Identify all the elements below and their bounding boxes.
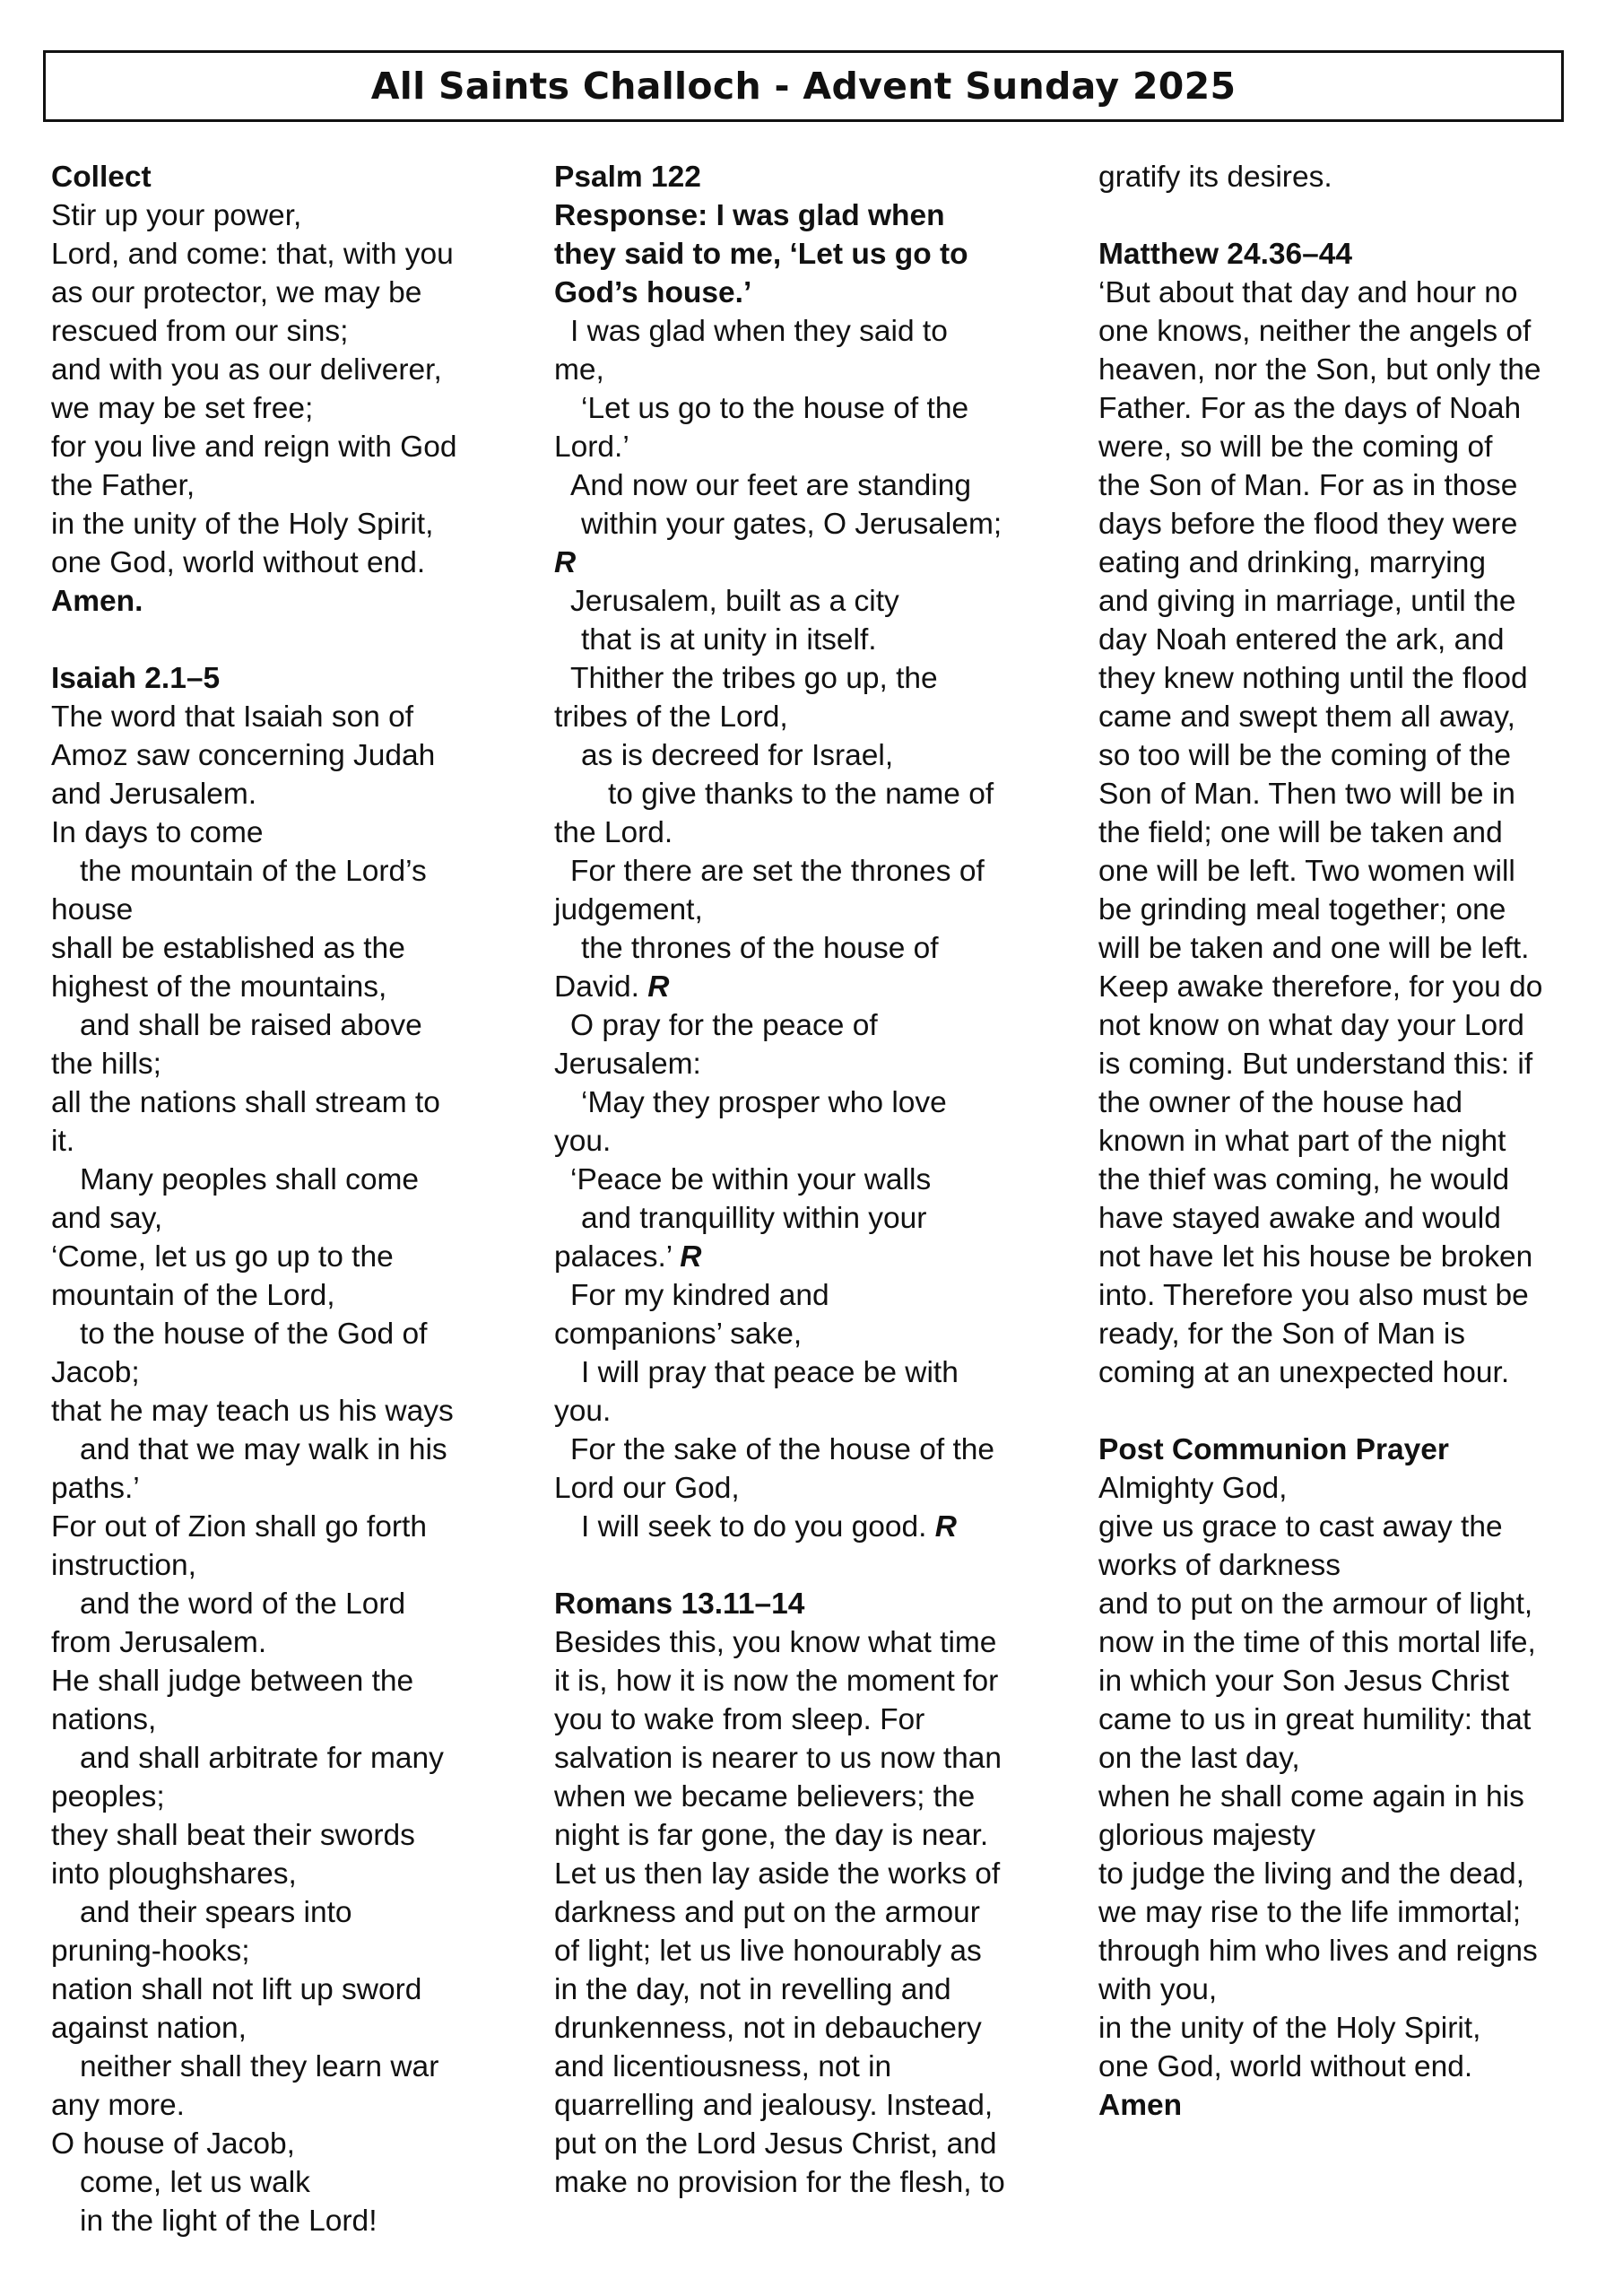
collect-line: the Father, bbox=[51, 469, 195, 502]
collect-line: for you live and reign with God bbox=[51, 430, 457, 464]
matthew-line: known in what part of the night bbox=[1098, 1125, 1506, 1158]
psalm-line: to give thanks to the name of bbox=[608, 778, 994, 811]
psalm-line: you. bbox=[554, 1395, 612, 1428]
isaiah-line: nations, bbox=[51, 1703, 157, 1736]
isaiah-line: pruning-hooks; bbox=[51, 1935, 250, 1968]
isaiah-line: ‘Come, let us go up to the bbox=[51, 1240, 394, 1274]
collect-line: we may be set free; bbox=[51, 392, 314, 425]
matthew-line: not know on what day your Lord bbox=[1098, 1009, 1524, 1042]
isaiah-line: against nation, bbox=[51, 2012, 247, 2045]
matthew-line: not have let his house be broken bbox=[1098, 1240, 1533, 1274]
post-communion-line: on the last day, bbox=[1098, 1742, 1300, 1775]
psalm-line: judgement, bbox=[554, 893, 703, 926]
matthew-line: is coming. But understand this: if bbox=[1098, 1048, 1533, 1081]
psalm-line: Jerusalem: bbox=[554, 1048, 701, 1081]
romans-line: quarrelling and jealousy. Instead, bbox=[554, 2089, 994, 2122]
collect-heading: Collect bbox=[51, 161, 152, 194]
response-marker: R bbox=[554, 546, 577, 579]
romans-line: in the day, not in revelling and bbox=[554, 1973, 951, 2006]
matthew-line: Son of Man. Then two will be in bbox=[1098, 778, 1515, 811]
romans-line: you to wake from sleep. For bbox=[554, 1703, 925, 1736]
psalm-line: And now our feet are standing bbox=[570, 469, 971, 502]
isaiah-line: For out of Zion shall go forth bbox=[51, 1510, 427, 1544]
psalm-line: palaces.’ bbox=[554, 1240, 672, 1274]
post-communion-line: through him who lives and reigns bbox=[1098, 1935, 1538, 1968]
isaiah-line: the hills; bbox=[51, 1048, 161, 1081]
isaiah-line: The word that Isaiah son of bbox=[51, 700, 414, 734]
matthew-line: one will be left. Two women will bbox=[1098, 855, 1515, 888]
psalm-response: God’s house.’ bbox=[554, 276, 752, 309]
collect-line: one God, world without end. bbox=[51, 546, 426, 579]
psalm-response: they said to me, ‘Let us go to bbox=[554, 238, 968, 271]
matthew-line: came and swept them all away, bbox=[1098, 700, 1515, 734]
isaiah-line: it. bbox=[51, 1125, 75, 1158]
isaiah-line: neither shall they learn war bbox=[80, 2050, 439, 2083]
collect-line: Stir up your power, bbox=[51, 199, 302, 232]
isaiah-line: and their spears into bbox=[80, 1896, 352, 1929]
isaiah-line: paths.’ bbox=[51, 1472, 140, 1505]
isaiah-line: and say, bbox=[51, 1202, 163, 1235]
psalm-line: companions’ sake, bbox=[554, 1318, 803, 1351]
post-communion-line: we may rise to the life immortal; bbox=[1098, 1896, 1521, 1929]
psalm-line-with-response bbox=[554, 1238, 1056, 1276]
matthew-line: Keep awake therefore, for you do bbox=[1098, 970, 1543, 1004]
psalm-line: I will pray that peace be with bbox=[581, 1356, 959, 1389]
isaiah-line: nation shall not lift up sword bbox=[51, 1973, 422, 2006]
romans-line: of light; let us live honourably as bbox=[554, 1935, 982, 1968]
romans-heading: Romans 13.11–14 bbox=[554, 1587, 805, 1621]
isaiah-line: in the light of the Lord! bbox=[80, 2205, 378, 2238]
post-communion-line: to judge the living and the dead, bbox=[1098, 1857, 1524, 1891]
psalm-line: Jerusalem, built as a city bbox=[570, 585, 899, 618]
psalm-line: me, bbox=[554, 353, 604, 387]
matthew-line: Father. For as the days of Noah bbox=[1098, 392, 1522, 425]
isaiah-line: into ploughshares, bbox=[51, 1857, 297, 1891]
psalm-line: ‘May they prosper who love bbox=[581, 1086, 947, 1119]
psalm-line: Thither the tribes go up, the bbox=[570, 662, 938, 695]
post-communion-line: works of darkness bbox=[1098, 1549, 1341, 1582]
isaiah-line: peoples; bbox=[51, 1780, 165, 1813]
collect-line: Lord, and come: that, with you bbox=[51, 238, 454, 271]
isaiah-line: instruction, bbox=[51, 1549, 196, 1582]
post-communion-line: when he shall come again in his bbox=[1098, 1780, 1524, 1813]
psalm-line: the Lord. bbox=[554, 816, 673, 849]
post-communion-line: and to put on the armour of light, bbox=[1098, 1587, 1533, 1621]
psalm-line: and tranquillity within your bbox=[581, 1202, 927, 1235]
romans-line: put on the Lord Jesus Christ, and bbox=[554, 2127, 997, 2161]
page-title: All Saints Challoch - Advent Sunday 2025 bbox=[370, 65, 1237, 108]
romans-line: night is far gone, the day is near. bbox=[554, 1819, 989, 1852]
matthew-line: were, so will be the coming of bbox=[1098, 430, 1493, 464]
post-communion-line: in which your Son Jesus Christ bbox=[1098, 1665, 1510, 1698]
isaiah-line: and the word of the Lord bbox=[80, 1587, 406, 1621]
isaiah-line: Many peoples shall come bbox=[80, 1163, 420, 1196]
isaiah-line: house bbox=[51, 893, 134, 926]
romans-line: gratify its desires. bbox=[1098, 161, 1332, 194]
isaiah-line: the mountain of the Lord’s bbox=[80, 855, 427, 888]
post-communion-line: with you, bbox=[1098, 1973, 1218, 2006]
matthew-heading: Matthew 24.36–44 bbox=[1098, 238, 1353, 271]
psalm-response: Response: I was glad when bbox=[554, 199, 945, 232]
matthew-line: heaven, nor the Son, but only the bbox=[1098, 353, 1541, 387]
collect-line: and with you as our deliverer, bbox=[51, 353, 442, 387]
romans-line: Besides this, you know what time bbox=[554, 1626, 997, 1659]
romans-line: and licentiousness, not in bbox=[554, 2050, 892, 2083]
matthew-line: the thief was coming, he would bbox=[1098, 1163, 1510, 1196]
matthew-line: be grinding meal together; one bbox=[1098, 893, 1506, 926]
response-marker: R bbox=[680, 1240, 702, 1274]
post-communion-line: now in the time of this mortal life, bbox=[1098, 1626, 1536, 1659]
romans-line: salvation is nearer to us now than bbox=[554, 1742, 1002, 1775]
psalm-line: within your gates, O Jerusalem; bbox=[581, 508, 1002, 541]
isaiah-line: from Jerusalem. bbox=[51, 1626, 267, 1659]
isaiah-line: highest of the mountains, bbox=[51, 970, 387, 1004]
collect-line: in the unity of the Holy Spirit, bbox=[51, 508, 434, 541]
matthew-line: coming at an unexpected hour. bbox=[1098, 1356, 1510, 1389]
matthew-line: day Noah entered the ark, and bbox=[1098, 623, 1505, 657]
isaiah-line: and shall be raised above bbox=[80, 1009, 422, 1042]
isaiah-line: Jacob; bbox=[51, 1356, 140, 1389]
isaiah-line: any more. bbox=[51, 2089, 185, 2122]
matthew-line: will be taken and one will be left. bbox=[1098, 932, 1530, 965]
response-marker: R bbox=[934, 1510, 957, 1544]
romans-line: it is, how it is now the moment for bbox=[554, 1665, 999, 1698]
psalm-line: you. bbox=[554, 1125, 612, 1158]
post-communion-line: one God, world without end. bbox=[1098, 2050, 1473, 2083]
isaiah-line: He shall judge between the bbox=[51, 1665, 414, 1698]
column-3 bbox=[1098, 158, 1601, 2125]
romans-line: when we became believers; the bbox=[554, 1780, 976, 1813]
psalm-line: O pray for the peace of bbox=[570, 1009, 878, 1042]
psalm-line: David. bbox=[554, 970, 639, 1004]
psalm-line: Lord.’ bbox=[554, 430, 629, 464]
isaiah-line: and that we may walk in his bbox=[80, 1433, 447, 1466]
isaiah-line: they shall beat their swords bbox=[51, 1819, 415, 1852]
title-box bbox=[43, 50, 1564, 122]
matthew-line: so too will be the coming of the bbox=[1098, 739, 1511, 772]
post-communion-line: in the unity of the Holy Spirit, bbox=[1098, 2012, 1481, 2045]
psalm-line: that is at unity in itself. bbox=[581, 623, 877, 657]
response-marker: R bbox=[647, 970, 670, 1004]
collect-line: as our protector, we may be bbox=[51, 276, 422, 309]
matthew-line: and giving in marriage, until the bbox=[1098, 585, 1516, 618]
matthew-line: ready, for the Son of Man is bbox=[1098, 1318, 1466, 1351]
collect-line: rescued from our sins; bbox=[51, 315, 349, 348]
psalm-line-with-response bbox=[554, 968, 1056, 1006]
psalm-line-with-response bbox=[554, 1508, 1056, 1546]
post-communion-heading: Post Communion Prayer bbox=[1098, 1433, 1449, 1466]
psalm-line: For my kindred and bbox=[570, 1279, 829, 1312]
isaiah-line: shall be established as the bbox=[51, 932, 405, 965]
isaiah-line: and Jerusalem. bbox=[51, 778, 257, 811]
column-1 bbox=[51, 158, 517, 2240]
isaiah-line: come, let us walk bbox=[80, 2166, 310, 2199]
collect-amen: Amen. bbox=[51, 585, 143, 618]
psalm-heading: Psalm 122 bbox=[554, 161, 701, 194]
isaiah-line: Amoz saw concerning Judah bbox=[51, 739, 436, 772]
isaiah-line: O house of Jacob, bbox=[51, 2127, 295, 2161]
psalm-line: ‘Let us go to the house of the bbox=[581, 392, 969, 425]
post-communion-line: came to us in great humility: that bbox=[1098, 1703, 1532, 1736]
romans-line: darkness and put on the armour bbox=[554, 1896, 980, 1929]
psalm-line: I will seek to do you good. bbox=[581, 1510, 927, 1544]
matthew-line: into. Therefore you also must be bbox=[1098, 1279, 1529, 1312]
matthew-line: the owner of the house had bbox=[1098, 1086, 1463, 1119]
isaiah-line: that he may teach us his ways bbox=[51, 1395, 454, 1428]
matthew-line: have stayed awake and would bbox=[1098, 1202, 1501, 1235]
isaiah-line: to the house of the God of bbox=[80, 1318, 428, 1351]
psalm-line: I was glad when they said to bbox=[570, 315, 948, 348]
post-communion-line: give us grace to cast away the bbox=[1098, 1510, 1503, 1544]
post-communion-line: glorious majesty bbox=[1098, 1819, 1316, 1852]
psalm-line: as is decreed for Israel, bbox=[581, 739, 894, 772]
post-communion-line: Almighty God, bbox=[1098, 1472, 1288, 1505]
matthew-line: the field; one will be taken and bbox=[1098, 816, 1503, 849]
matthew-line: the Son of Man. For as in those bbox=[1098, 469, 1518, 502]
column-2 bbox=[554, 158, 1056, 2202]
matthew-line: eating and drinking, marrying bbox=[1098, 546, 1487, 579]
psalm-line: Lord our God, bbox=[554, 1472, 740, 1505]
isaiah-line: mountain of the Lord, bbox=[51, 1279, 335, 1312]
psalm-line: the thrones of the house of bbox=[581, 932, 939, 965]
matthew-line: one knows, neither the angels of bbox=[1098, 315, 1532, 348]
post-communion-amen: Amen bbox=[1098, 2089, 1183, 2122]
matthew-line: days before the flood they were bbox=[1098, 508, 1518, 541]
psalm-line: For the sake of the house of the bbox=[570, 1433, 995, 1466]
romans-line: Let us then lay aside the works of bbox=[554, 1857, 1001, 1891]
isaiah-line: In days to come bbox=[51, 816, 264, 849]
romans-line: drunkenness, not in debauchery bbox=[554, 2012, 982, 2045]
romans-line: make no provision for the flesh, to bbox=[554, 2166, 1005, 2199]
matthew-line: they knew nothing until the flood bbox=[1098, 662, 1528, 695]
matthew-line: ‘But about that day and hour no bbox=[1098, 276, 1518, 309]
psalm-line: tribes of the Lord, bbox=[554, 700, 788, 734]
isaiah-heading: Isaiah 2.1–5 bbox=[51, 662, 221, 695]
psalm-line: ‘Peace be within your walls bbox=[570, 1163, 932, 1196]
psalm-line: For there are set the thrones of bbox=[570, 855, 985, 888]
isaiah-line: and shall arbitrate for many bbox=[80, 1742, 444, 1775]
isaiah-line: all the nations shall stream to bbox=[51, 1086, 440, 1119]
